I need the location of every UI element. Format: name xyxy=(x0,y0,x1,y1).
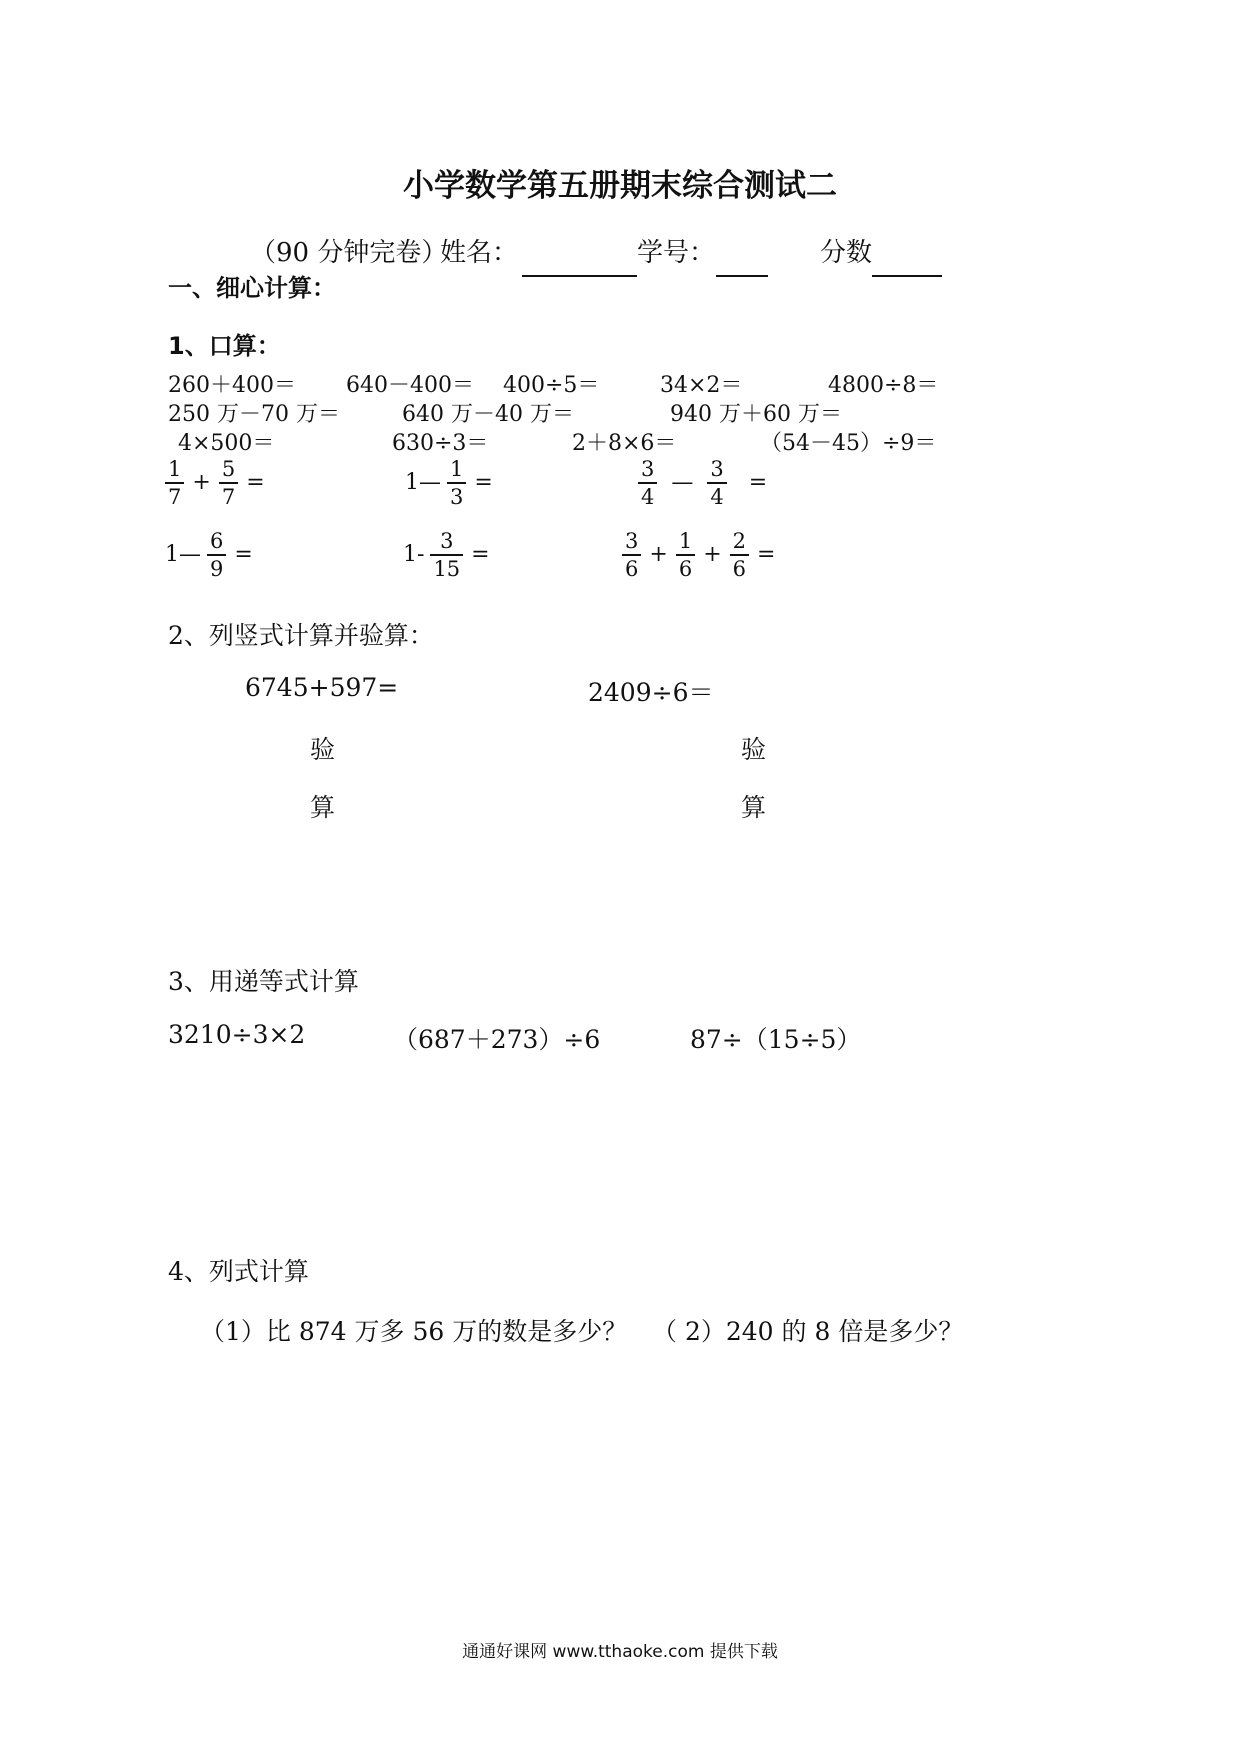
check-label: 算 xyxy=(310,793,336,822)
fraction: $\frac{2}{6}$ xyxy=(730,530,749,580)
question-4-heading: 4、列式计算 xyxy=(168,1257,309,1286)
oral-item: 34×2＝ xyxy=(660,373,743,398)
oral-item: 4800÷8＝ xyxy=(828,373,939,398)
name-blank[interactable] xyxy=(522,262,637,281)
check-label: 算 xyxy=(741,793,767,822)
id-label: 学号： xyxy=(637,238,716,268)
fraction: $\frac{1}{7}$ xyxy=(165,458,184,508)
check-label: 验 xyxy=(310,735,336,764)
word-problem: （ 2）240 的 8 倍是多少？ xyxy=(652,1317,964,1346)
fraction-expression: $\frac{3}{4}$ — $\frac{3}{4}$ = xyxy=(638,458,775,508)
step-calc-expression: （687＋273）÷6 xyxy=(393,1025,601,1054)
step-calc-expression: 3210÷3×2 xyxy=(168,1020,306,1049)
question-1-heading: 1、口算： xyxy=(168,332,281,360)
fraction: $\frac{3}{4}$ xyxy=(707,458,726,508)
footer-credit: 通通好课网 www.tthaoke.com 提供下载 xyxy=(462,1642,778,1662)
fraction: $\frac{3}{4}$ xyxy=(638,458,657,508)
fraction-expression: $\frac{3}{6}$ + $\frac{1}{6}$ + $\frac{2}{6}$ = xyxy=(622,530,783,580)
exam-time: （90 分钟完卷） xyxy=(250,238,448,268)
oral-item: 400÷5＝ xyxy=(503,373,600,398)
fraction: $\frac{1}{3}$ xyxy=(447,458,466,508)
fraction-expression: 1- $\frac{3}{15}$ = xyxy=(403,529,490,581)
step-calc-expression: 87÷（15÷5） xyxy=(690,1025,862,1054)
oral-item: 2＋8×6＝ xyxy=(572,431,677,456)
oral-item: 250 万－70 万＝ xyxy=(168,402,340,427)
section-heading: 一、细心计算： xyxy=(168,274,336,302)
oral-item: 940 万＋60 万＝ xyxy=(670,402,842,427)
fraction-expression: $\frac{1}{7}$ + $\frac{5}{7}$ = xyxy=(165,458,273,508)
oral-item: 630÷3＝ xyxy=(392,431,489,456)
fraction: $\frac{1}{6}$ xyxy=(676,530,695,580)
vertical-calc-expression: 2409÷6＝ xyxy=(588,678,714,707)
score-label: 分数 xyxy=(820,238,873,268)
word-problem: （1）比 874 万多 56 万的数是多少？ xyxy=(200,1317,628,1346)
question-2-heading: 2、列竖式计算并验算： xyxy=(168,621,434,650)
oral-item: （54－45）÷9＝ xyxy=(760,431,937,456)
vertical-calc-expression: 6745+597= xyxy=(245,673,399,702)
fraction-expression: 1— $\frac{6}{9}$ = xyxy=(165,529,253,581)
oral-item: 4×500＝ xyxy=(178,431,275,456)
fraction-expression: 1— $\frac{1}{3}$ = xyxy=(405,457,493,509)
id-blank[interactable] xyxy=(716,262,768,281)
oral-item: 640 万－40 万＝ xyxy=(402,402,574,427)
fraction: $\frac{6}{9}$ xyxy=(207,530,226,580)
oral-item: 640－400＝ xyxy=(346,373,474,398)
check-label: 验 xyxy=(741,735,767,764)
oral-item: 260＋400＝ xyxy=(168,373,296,398)
fraction: $\frac{3}{15}$ xyxy=(430,530,463,580)
fraction: $\frac{5}{7}$ xyxy=(219,458,238,508)
question-3-heading: 3、用递等式计算 xyxy=(168,967,359,996)
name-label: 姓名： xyxy=(440,238,519,268)
page-title: 小学数学第五册期末综合测试二 xyxy=(403,168,837,204)
score-blank[interactable] xyxy=(872,262,942,281)
fraction: $\frac{3}{6}$ xyxy=(622,530,641,580)
